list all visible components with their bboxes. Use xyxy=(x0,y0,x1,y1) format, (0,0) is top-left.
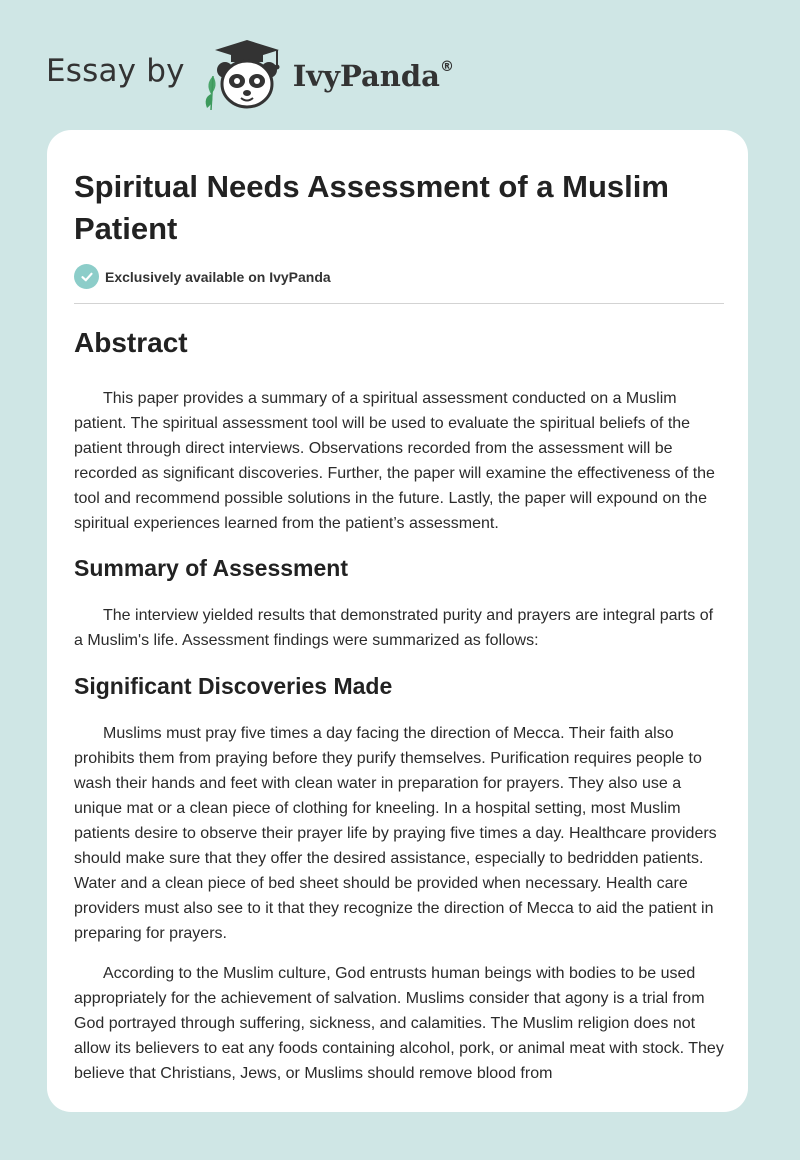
registered-mark: ® xyxy=(439,59,454,76)
section-heading-abstract: Abstract xyxy=(74,327,188,358)
site-header xyxy=(46,36,454,112)
abstract-paragraph: This paper provides a summary of a spiritual assessment conducted on a Muslim patient. The spiritual assessment tool will be used to evaluate the spiritual beliefs of the patient through direct interviews. Observations recorded from the assessment will be recorded as significant discoveries. Further, the paper will examine the effectiveness of the tool and recommend possible solutions in the future. Lastly, the paper will expound on the spiritual experiences learned from the patient’s assessment. xyxy=(74,390,715,532)
essay-by-label: Essay by xyxy=(46,53,185,89)
discoveries-paragraph-1: Muslims must pray five times a day facing the direction of Mecca. Their faith also prohibits them from praying before they purify themselves. Purification requires people to wash their hands and feet with clean water in preparation for prayers. They also use a unique mat or a clean piece of clothing for kneeling. In a hospital setting, most Muslim patients desire to observe their prayer life by praying five times a day. Healthcare providers should make sure that they offer the desired assistance, especially to bedridden patients. Water and a clean piece of bed sheet should be provided when necessary. Health care providers must also see to it that they recognize the direction of Mecca to aid the patient in preparing for prayers. xyxy=(74,725,717,942)
exclusive-label: Exclusively available on IvyPanda xyxy=(105,268,331,285)
brand-name: IvyPanda® xyxy=(292,59,454,93)
page-title: Spiritual Needs Assessment of a Muslim Patient xyxy=(74,169,669,246)
essay-card xyxy=(47,130,748,1112)
section-heading-discoveries: Significant Discoveries Made xyxy=(74,673,393,699)
summary-paragraph: The interview yielded results that demonstrated purity and prayers are integral parts of a Muslim's life. Assessment findings were summarized as follows: xyxy=(74,607,714,649)
check-circle-icon xyxy=(74,264,99,289)
panda-graduate-logo-icon[interactable] xyxy=(199,36,287,112)
divider xyxy=(74,303,724,304)
exclusive-badge xyxy=(74,264,331,289)
section-heading-summary: Summary of Assessment xyxy=(74,555,348,581)
discoveries-paragraph-2: According to the Muslim culture, God entrusts human beings with bodies to be used appropriately for the achievement of salvation. Muslims consider that agony is a trial from God portrayed through suffering, sickness, and calamities. The Muslim religion does not allow its believers to eat any foods containing alcohol, pork, or animal meat with stock. They believe that Christians, Jews, or Muslims should remove blood from xyxy=(74,965,724,1082)
